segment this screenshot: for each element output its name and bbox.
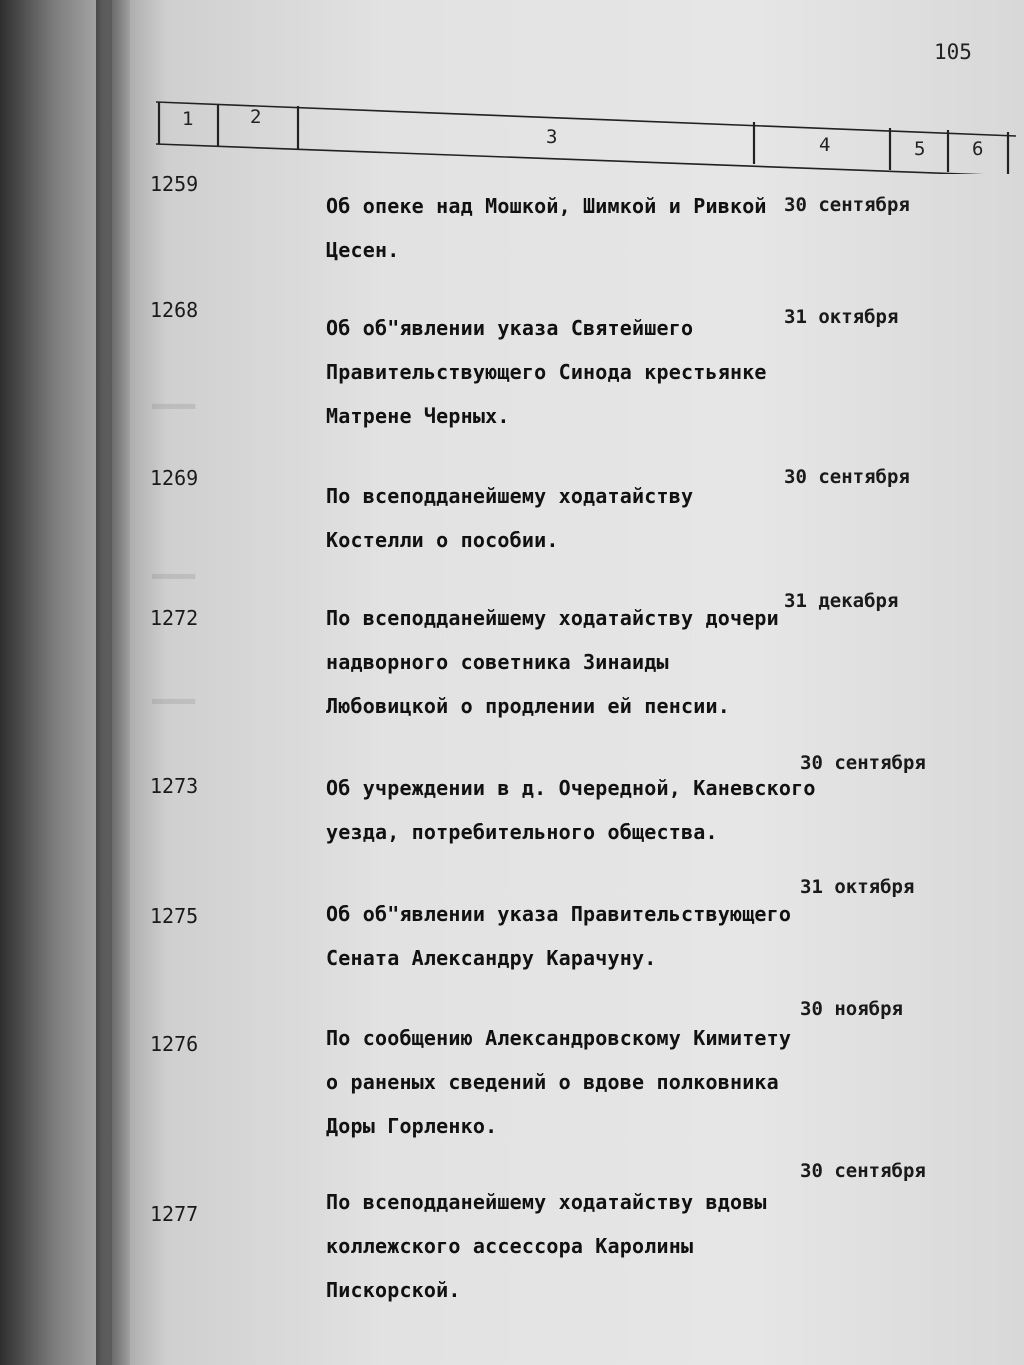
entry-description: Об об"явлении указа Святейшего Правительствующего Синода крестьянке Матрене Черных. xyxy=(326,316,767,428)
bleed-through: ▬▬▬▬ xyxy=(152,565,196,586)
entry-number: 1269 xyxy=(150,466,199,490)
column-header xyxy=(156,94,1016,174)
entry-date: 30 сентября xyxy=(800,1160,926,1182)
column-number: 2 xyxy=(250,106,262,128)
entry-number: 1277 xyxy=(150,1202,199,1226)
column-number: 6 xyxy=(972,138,984,160)
column-number: 4 xyxy=(819,134,831,156)
entry-date: 30 сентября xyxy=(784,466,910,488)
entry-number: 1275 xyxy=(150,904,199,928)
bleed-through: ▬▬▬▬ xyxy=(152,395,196,416)
column-number: 3 xyxy=(546,126,558,148)
entry-description: По сообщению Александровскому Кимитету о раненых сведений о вдове полковника Доры Горленко. xyxy=(326,1026,792,1138)
entry-number: 1276 xyxy=(150,1032,199,1056)
document-page xyxy=(112,0,1024,1365)
column-header-lines xyxy=(156,94,1016,174)
entry-date: 30 сентября xyxy=(784,194,910,216)
entry-description: Об об"явлении указа Правительствующего Сената Александру Карачуну. xyxy=(326,902,792,970)
entry-description: По всеподданейшему ходатайству дочери надворного советника Зинаиды Любовицкой о продлении ей пенсии. xyxy=(326,606,779,718)
entry-description: Об учреждении в д. Очередной, Каневского уезда, потребительного общества. xyxy=(326,776,816,844)
entry-number: 1272 xyxy=(150,606,199,630)
bleed-through: ▬▬▬▬ xyxy=(152,690,196,711)
entry-date: 30 сентября xyxy=(800,752,926,774)
column-number: 1 xyxy=(182,108,194,130)
entry-date: 30 ноября xyxy=(800,998,903,1020)
entry-description: По всеподданейшему ходатайству вдовы коллежского ассессора Каролины Пискорской. xyxy=(326,1190,767,1302)
page-number: 105 xyxy=(934,40,972,64)
entry-number: 1273 xyxy=(150,774,199,798)
column-number: 5 xyxy=(914,138,926,160)
entry-description: Об опеке над Мошкой, Шимкой и Ривкой Цесен. xyxy=(326,194,767,262)
entry-description: По всеподданейшему ходатайству Костелли о пособии. xyxy=(326,484,694,552)
entry-date: 31 октября xyxy=(784,306,899,328)
entry-number: 1268 xyxy=(150,298,199,322)
entry-date: 31 октября xyxy=(800,876,915,898)
entry-number: 1259 xyxy=(150,172,199,196)
entry-date: 31 декабря xyxy=(784,590,899,612)
page-gutter-shadow xyxy=(96,0,130,1365)
